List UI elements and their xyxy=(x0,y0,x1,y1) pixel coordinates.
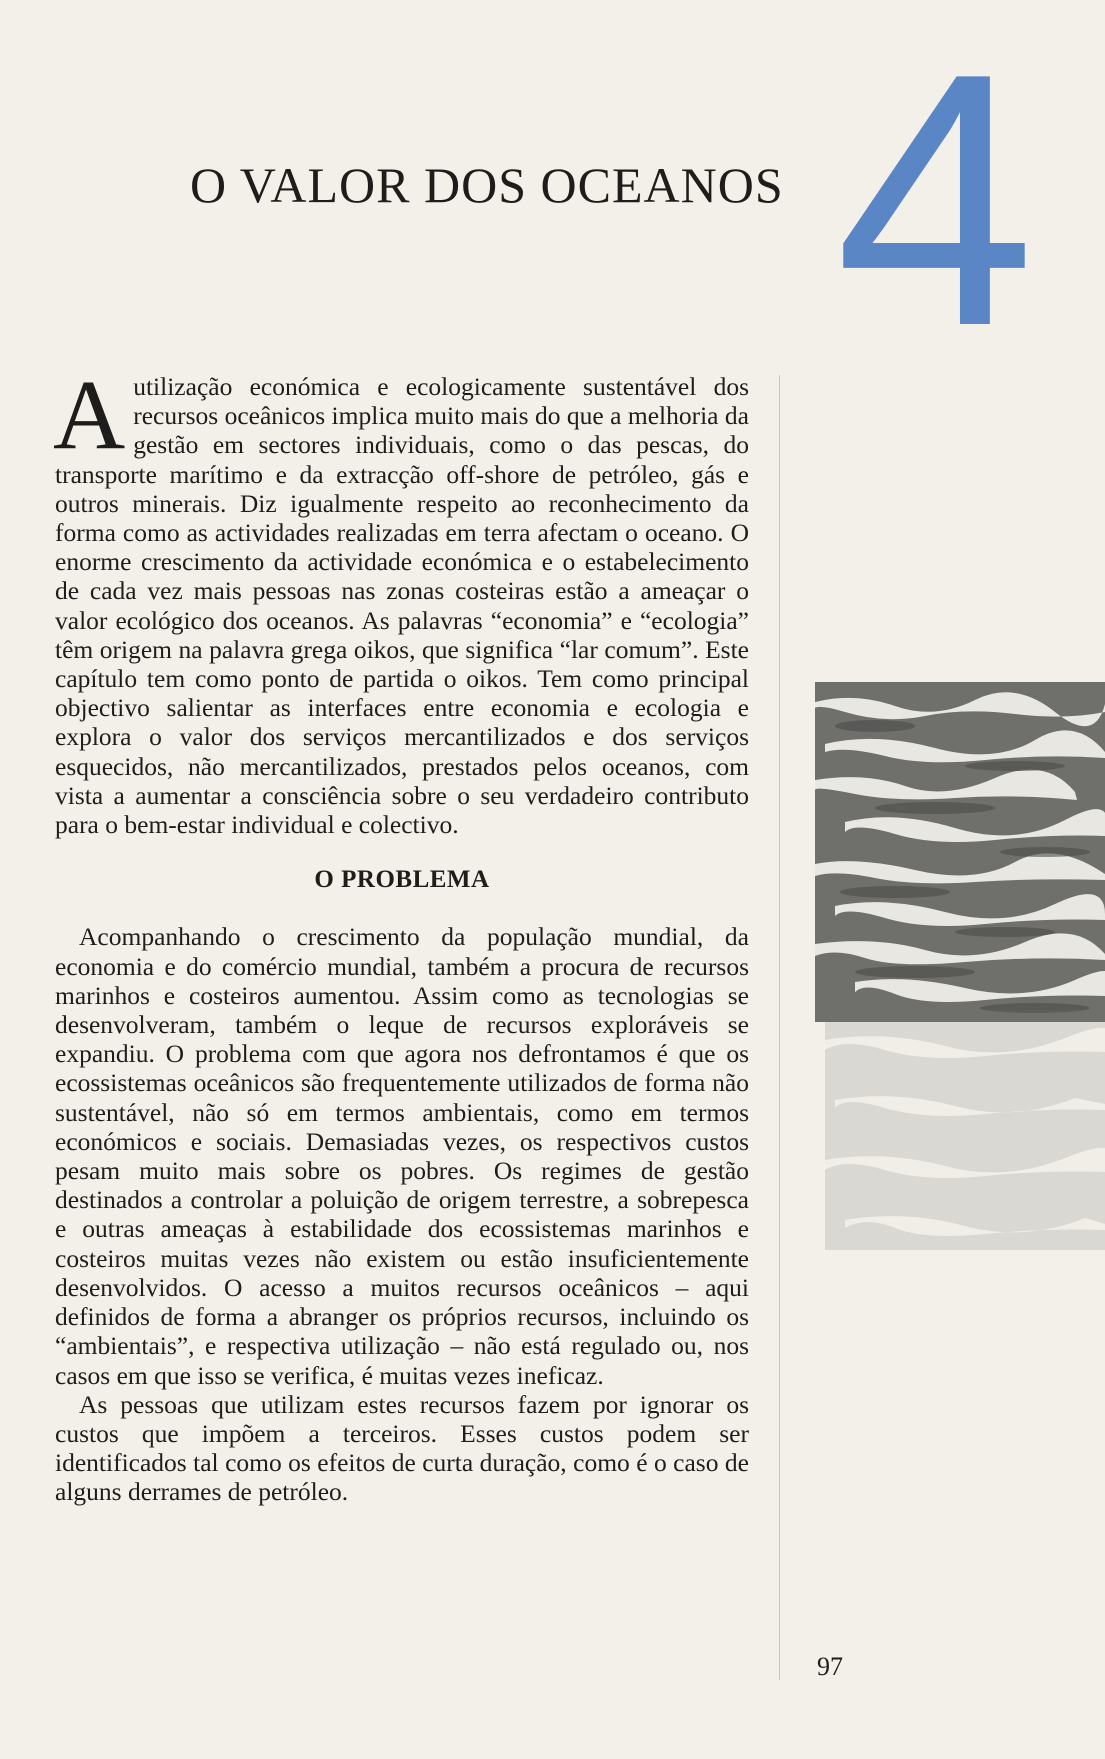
ocean-waves-image xyxy=(815,682,1105,1022)
intro-text: utilização económica e ecologicamente sustentável dos recursos oceânicos implica muito mais do que a melhoria da gestão em sectores individuais, como o das pescas, do transporte marítimo e da extracção off-shore de petróleo, gás e outros minerais. Diz igualmente respeito ao reconhecimento da forma como as actividades realizadas em terra afectam o oceano. O enorme crescimento da actividade económica e o estabelecimento de cada vez mais pessoas nas zonas costeiras estão a ameaçar o valor ecológico dos oceanos. As palavras “economia” e “ecologia” têm origem na palavra grega oikos, que significa “lar comum”. Este capítulo tem como ponto de partida o oikos. Tem como principal objectivo salientar as interfaces entre economia e ecologia e explora o valor dos serviços mercantilizados e dos serviços esquecidos, não mercantilizados, prestados pelos oceanos, com vista a aumentar a consciência sobre o seu verdadeiro contributo para o bem-estar individual e colectivo. xyxy=(55,372,749,840)
body-paragraph: Acompanhando o crescimento da população mundial, da economia e do comércio mundial, também a procura de recursos marinhos e costeiros aumentou. Assim como as tecnologias se desenvolveram, também o leque de recursos exploráveis se expandiu. O problema com que agora nos defrontamos é que os ecossistemas oceânicos são frequentemente utilizados de forma não sustentável, não só em termos ambientais, como em termos económicos e sociais. Demasiadas vezes, os respectivos custos pesam muito mais sobre os pobres. Os regimes de gestão destinados a controlar a poluição de origem terrestre, a sobrepesca e outras ameaças à estabilidade dos ecossistemas marinhos e costeiros muitas vezes não existem ou estão insuficientemente desenvolvidos. O acesso a muitos recursos oceânicos – aqui definidos de forma a abranger os próprios recursos, incluindo os “ambientais”, e respectiva utilização – não está regulado ou, nos casos em que isso se verifica, é muitas vezes ineficaz. xyxy=(55,922,749,1390)
section-heading: O PROBLEMA xyxy=(314,866,490,894)
chapter-title: O VALOR DOS OCEANOS xyxy=(190,157,784,213)
column-divider xyxy=(779,375,780,1680)
ocean-waves-image-faded xyxy=(825,1010,1105,1250)
main-text-column xyxy=(53,359,749,1507)
body-paragraph: As pessoas que utilizam estes recursos fazem por ignorar os custos que impõem a terceiros. Esses custos podem ser identificados tal como os efeitos de curta duração, como é o caso de alguns derrames de petróleo. xyxy=(55,1389,749,1507)
chapter-number: 4 xyxy=(835,0,1036,401)
page-number: 97 xyxy=(817,1652,843,1681)
intro-paragraph xyxy=(53,359,749,840)
drop-cap: A xyxy=(53,359,126,470)
